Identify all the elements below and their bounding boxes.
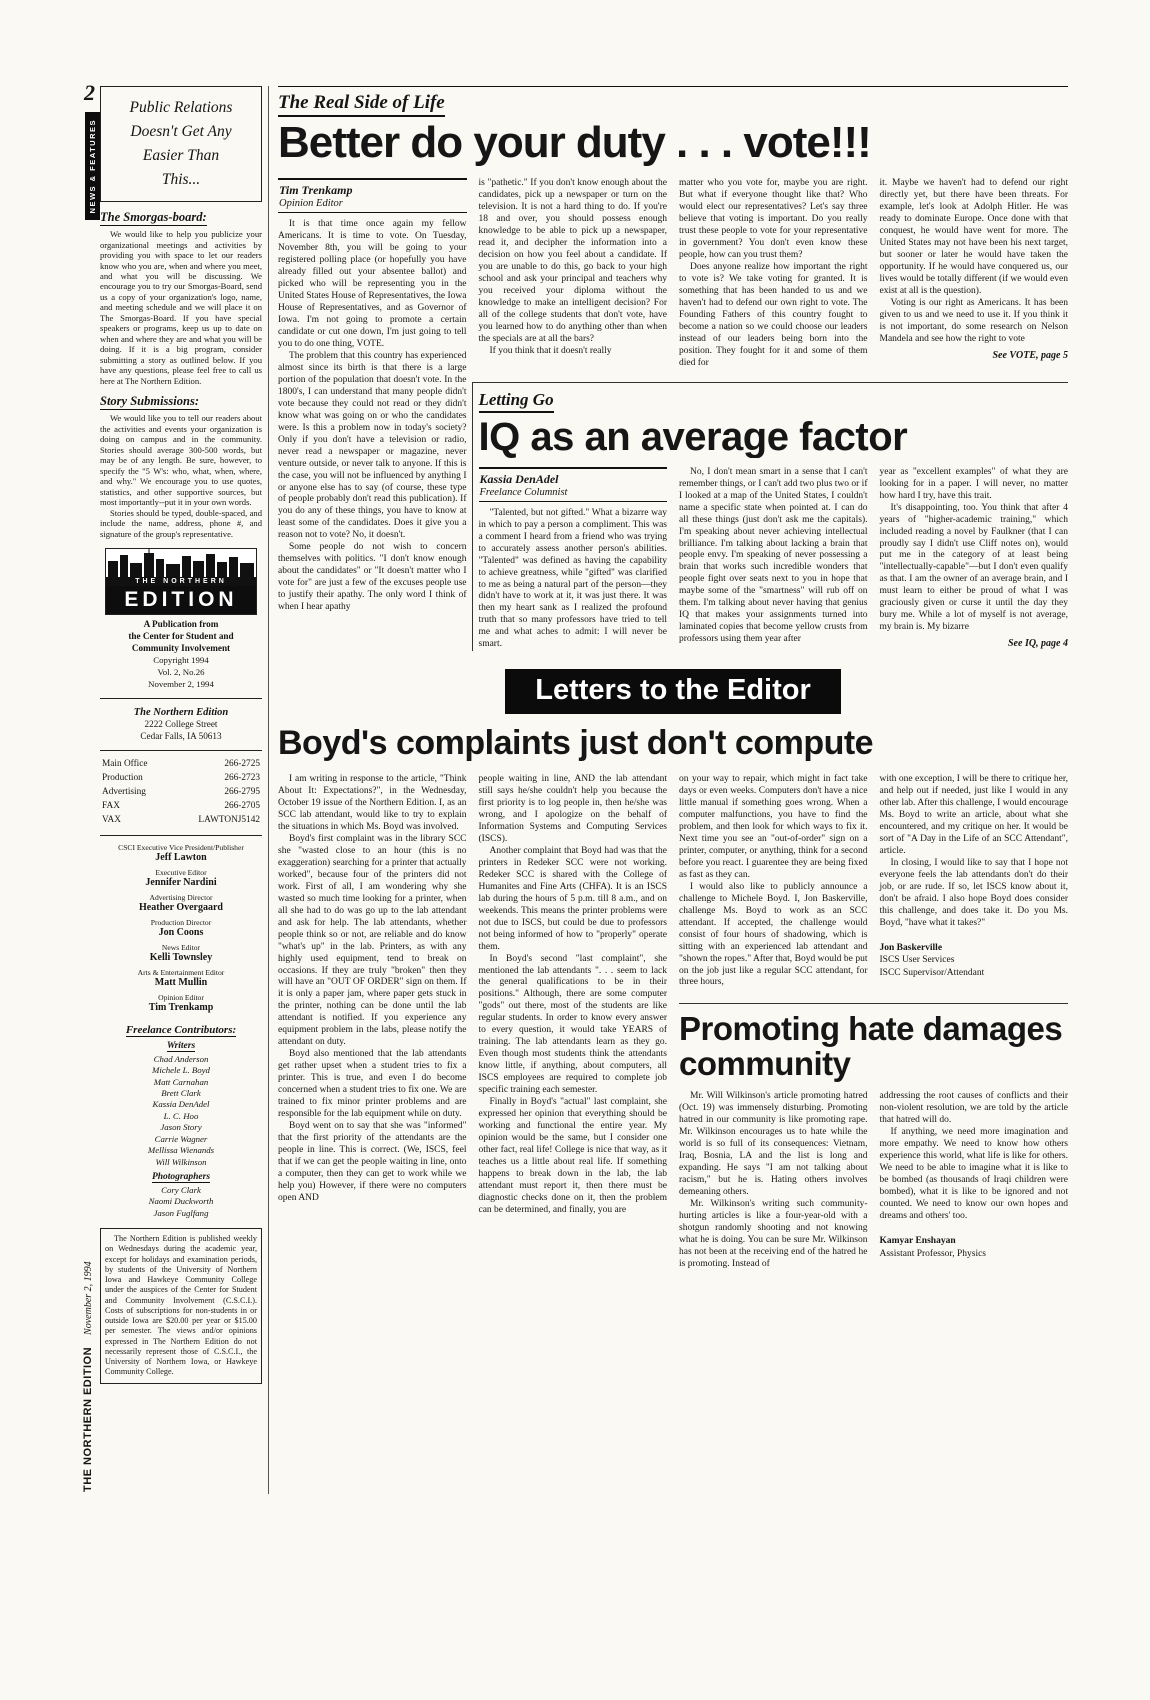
logo-top-text: THE NORTHERN (106, 577, 256, 586)
contact-label: VAX (102, 814, 121, 825)
byline-name: Tim Trenkamp (279, 183, 353, 198)
boyd-column-2 (479, 774, 668, 1271)
story-submissions-section (100, 394, 262, 539)
logo-main-text: EDITION (106, 586, 256, 614)
boyd-col1-text: I am writing in response to the article, "Think About It: Expectations?", in the Wednesday, October 19 issue of the Northern Edition. I, as an SCC lab attendant, would like to try to explain the situations in which Ms. Boyd was involved. Boyd's first complaint was in the library SCC she "wasted close to an hour (this is no exaggeration) searching for a printer that actually worked", because four of the printers did not work. First of all, I am wondering why she wasted so much time looking for a printer, when all she had to do was go up to the lab attendant and ask for help. The lab attendants, whether people think so or not, are reliable and do know "what's up" in the lab. Printers, as with any highly used equipment, tend to break on occasions. If they are truly "broken" then they will have an "OUT OF ORDER" sign on them. If it is only a paper jam, where paper gets stuck in the printer, nothing can be done until the lab attendant is notified. If you experience any equipment problem in the labs, please notify the attendant on duty. Boyd also mentioned that the lab attendants get rather upset when a student tries to fix a printer. This is true, and even I do become concerned when a student tries to fix one. We are trained to fix minor printer problems and are responsible for the lab equipment while on duty. Boyd went on to say that she was "informed" that the first priority of the attendants are the people in line. This is correct. (We, ISCS, feel that if we can get the people waiting in line, onto a computer, then they can get to work while we help you) However, if there were no computers open AND (278, 774, 467, 1203)
contact-row (102, 814, 260, 828)
contact-row (102, 786, 260, 800)
staff-name: Jennifer Nardini (145, 877, 217, 889)
vote-jump-line: See VOTE, page 5 (992, 349, 1068, 361)
vote-col4-text: it. Maybe we haven't had to defend our right directly yet, but there have been threats. For example, let's look at Adolph Hitler. He was ready to dominate Europe. Once done with that conquest, he would have went for more. The United States may not have been his next target, but sooner or later he would have taken the opportunity. If he would have conquered us, our lives would be totally different (if we would even exist at all is the question). Voting is our right as Americans. It has been given to us and we need to use it. If you think it is not important, do some research on Nelson Mandela and see how the right to vote (879, 178, 1068, 344)
iq-byline (479, 467, 668, 502)
boyd-columns-3-4 (679, 774, 1068, 989)
staff-name: Jeff Lawton (155, 852, 207, 864)
story-submissions-heading: Story Submissions: (100, 394, 199, 409)
contact-label: Advertising (102, 787, 146, 798)
staff-list (100, 843, 262, 1015)
vote-kicker: The Real Side of Life (278, 92, 445, 117)
boyd-letter (278, 774, 1068, 1271)
boyd-right-region (679, 774, 1068, 1271)
spine-text (82, 1262, 94, 1492)
byline-name: Kassia DenAdel (479, 471, 559, 486)
northern-edition-logo (105, 548, 257, 615)
vote-column-2 (479, 178, 668, 370)
boyd-signature: Jon Baskerville ISCS User Services ISCC Supervisor/Attendant (879, 942, 985, 979)
iq-column-2 (679, 467, 868, 652)
staff-name: Kelli Townsley (149, 952, 213, 964)
iq-columns (479, 467, 1069, 652)
masthead-note: The Northern Edition is published weekly on Wednesdays during the academic year, except for holidays and examination periods, by students of the University of Northern Iowa and Hawkeye Community College under the auspices of the Center for Student and Community Involvement (C.S.C.I.). Costs of subscriptions for non-students in or outside Iowa are $20.00 per year or $15.00 per semester. The views and/or opinions expressed in The Northern Edition do not necessarily represent those of C.S.C.I., the University of Northern Iowa, or Hawkeye Community College. (105, 1234, 257, 1377)
spine-title: THE NORTHERN EDITION (82, 1346, 94, 1492)
spine-date: November 2, 1994 (83, 1261, 94, 1335)
vote-right-region (479, 178, 1069, 651)
smorgasboard-section (100, 210, 262, 386)
contact-list (100, 758, 262, 828)
page-number: 2 (84, 80, 95, 105)
contact-label: FAX (102, 800, 120, 811)
contact-row (102, 758, 260, 772)
staff-title: News Editor (161, 942, 201, 952)
contact-value: 266-2725 (224, 759, 260, 770)
vote-column-1 (278, 178, 467, 651)
sidebar-rule (100, 750, 262, 751)
top-rule (278, 86, 1068, 87)
letters-to-editor-banner (505, 669, 841, 714)
hate-signature: Kamyar Enshayan Assistant Professor, Physics (879, 1235, 986, 1259)
staff-title: Production Director (150, 917, 212, 927)
boyd-headline: Boyd's complaints just don't compute (278, 724, 874, 763)
contact-value: 266-2723 (224, 773, 260, 784)
vote-col1-text: It is that time once again my fellow Americans. It is time to vote. On Tuesday, November 8th, you will be going to your registered polling place (or hopefully you have already filled out your absentee ballot) and picked who will be representing you in the United States House of Representatives, the Iowa House of Representatives, and as Governor of Iowa. I'm not going to promote a certain candidate or cut one down, I'm just going to tell you to do one thing, VOTE. The problem that this country has experienced almost since its birth is that there is a large portion of the population that doesn't vote. In the 1800's, I can understand that many people didn't vote because they could not read or they didn't know what was going on or who the candidates were. Is this a problem now in today's society? Only if you don't have a television or radio, never read a newspaper or magazine, never venture outside, or never talk to anyone. If this is the case, you will not be influenced by anything I or anyone else has to say (of course, these type of people probably don't read this publication). If you do any of these things, you have to know at least some of the candidates. Does it give you a reason not to vote? No, it doesn't. Some people do not wish to concern themselves with politics. "I don't know enough about the candidates" or "It doesn't matter who I vote for" are just a few of the excuses people use to justify their apathy. The only word I think of when I hear apathy (278, 219, 467, 613)
iq-article (472, 382, 1069, 652)
contact-value: 266-2705 (224, 800, 260, 811)
iq-headline: IQ as an average factor (478, 415, 908, 458)
contact-value: 266-2795 (224, 787, 260, 798)
vote-col3-text: matter who you vote for, maybe you are right. But what if everyone thought like that? Who would elect our representatives? Let's say three believe that voting is important. Do you really trust these people to vote for your representative in government? You don't even know these people, how can you trust them? Does anyone realize how important the right to vote is? We take voting for granted. It is something that has been handed to us and we haven't had to defend our own right to vote. The Founding Fathers of this country fought to become a nation so we could choose our leaders instead of our leaders being born into the position. They fought for it and some of them died for (679, 178, 868, 368)
masthead-note-box (100, 1228, 262, 1384)
vote-headline: Better do your duty . . . vote!!! (278, 120, 871, 167)
sidebar-main-divider (268, 86, 269, 1494)
iq-kicker: Letting Go (479, 390, 554, 413)
publication-meta: Copyright 1994 Vol. 2, No.26 November 2, 1994 (148, 655, 214, 689)
smorgasboard-body: We would like to help you publicize your organizational meetings and activities by providing you with space to let our readers know who you are, when and where you meet, and what you will be discussing. We encourage you to try our Smorgas-Board, send us a copy of your organization's logo, name, and meeting schedule and we will place it on The Smorgas-Board. If you have special speakers or programs, keep us up to date on when and where they are and what you will be doing. If it is a big program, consider submitting a story as outlined below. If you have any questions, please feel free to call us here at The Northern Edition. (100, 229, 262, 386)
staff-title: Advertising Director (149, 892, 213, 902)
staff-name: Jon Coons (158, 927, 204, 939)
address-city: Cedar Falls, IA 50613 (140, 731, 222, 742)
vote-column-3 (679, 178, 868, 370)
boyd-column-3 (679, 774, 868, 989)
vote-columns-2-4 (479, 178, 1069, 370)
iq-col2-text: No, I don't mean smart in a sense that I can't remember things, or I can't add two plus two or if I looked at a map of the United States, I couldn't name a specific state when pointed at. I can do all these things (just don't ask me the capitals). I'm speaking about never achieving intellectual brilliance. I'm talking about lacking a brain that people envy. I'm speaking of never possessing a brain that works such incredible wonders that people fight over seats next to you in hope that maybe some of the "smartness" will rub off on them. I'm talking about never having that genius IQ that makes your assignments turned into laminated copies that become yellow crusts from professors using them year after (679, 466, 868, 645)
boyd-column-1 (278, 774, 467, 1271)
story-submissions-body: We would like you to tell our readers about the activities and events your organization is doing on campus and in the community. Stories should average 300-500 words, but may be of any length. Be sure, however, to specify the "5 W's: who, what, when, where, and why." We encourage you to use quotes, statistics, and other supportive sources, but most importantly--put it in your own words. Stories should be typed, double-spaced, and include the name, address, phone #, and signature of the group's representative. (100, 413, 262, 539)
hate-col2-text: addressing the root causes of conflicts and their non-violent resolution, we are told by the article that hatred will do. If anything, we need more imagination and more empathy. We need to know how others experience this world, what life is like for others. We need to be able to imagine what it is like to be bombed (as thousands of Iraqi children were bombed), what it is like to be ignored and not counted. We need to know our own hopes and dreams and others' too. (879, 1091, 1068, 1221)
byline-title: Freelance Columnist (479, 486, 568, 498)
sidebar (100, 86, 262, 1496)
smorgasboard-heading: The Smorgas-board: (100, 210, 207, 225)
publication-lines: A Publication from the Center for Student and Community Involvement (128, 619, 234, 654)
contact-row (102, 772, 260, 786)
publication-info (100, 619, 262, 690)
writers-list: Chad Anderson Michele L. Boyd Matt Carnahan Brett Clark Kassia DenAdel L. C. Hoo Jason Story Carrie Wagner Mellissa Wienands Will Wilkinson (147, 1053, 215, 1167)
address-block (100, 706, 262, 744)
hate-letter (679, 1003, 1068, 1270)
byline-title: Opinion Editor (279, 198, 343, 210)
address-name: The Northern Edition (133, 706, 229, 718)
public-relations-title: Public Relations Doesn't Get Any Easier Than This... (129, 99, 233, 189)
staff-title: Arts & Entertainment Editor (137, 967, 225, 977)
iq-column-3 (880, 467, 1069, 652)
freelance-heading: Freelance Contributors: (125, 1023, 237, 1036)
iq-col3-text: year as "excellent examples" of what they are looking for in a paper. I will never, no matter how hard I try, have this trait. It's disappointing, too. You think that after 4 years of "higher-academic training," which included reading a novel by Faulkner (that I can proudly say I didn't use Cliff notes on), would put me in the category of at least being "intellectually-capable"—but I don't even qualify as that. I am the owner of an average brain, and I must learn to either be proud of what I was graciously given or curse it until the day they bury me. While a lot of myself is not average, my brain is. My bizarre (879, 466, 1068, 633)
hate-column-1 (679, 1091, 868, 1271)
hate-column-2 (880, 1091, 1069, 1271)
boyd-column-4 (880, 774, 1069, 989)
staff-name: Tim Trenkamp (148, 1002, 214, 1014)
hate-columns (679, 1091, 1068, 1271)
contact-label: Main Office (102, 759, 148, 770)
boyd-col4-text: with one exception, I will be there to critique her, and help out if needed, just like I would in any other lab. After this challenge, I would encourage Ms. Boyd to write an article, about what she encountered, and my critique on her. It would be sort of "A Day in the Life of an SCC Attendant", article. In closing, I would like to say that I hope not everyone feels the lab attendants don't do their job, or are rude. If so, let ISCS know about it, don't be afraid. I also hope Boyd does consider this challenge, and does take it. Do you Ms. Boyd, "have what it takes?" (879, 774, 1068, 928)
iq-column-1 (479, 467, 668, 652)
public-relations-box (100, 86, 262, 202)
skyline-graphic (106, 549, 256, 577)
contact-value: LAWTONJ5142 (198, 814, 260, 825)
contact-row (102, 800, 260, 814)
hate-col1-text: Mr. Will Wilkinson's article promoting hatred (Oct. 19) was immensely disturbing. Promoting hatred in our community is like promoting rape. Mr. Wilkinson encourages us to hate while the world is so full of its consequences: Vietnam, Iraq, Bosnia, LA and the list is long and expanding. He says "I am not talking about racism," but he is. Hating others involves demeaning others. Mr. Wilkinson's writing such community-hurting articles is like a four-year-old with a shotgun randomly shooting and not knowing what he is doing. You can be sure Mr. Wilkinson has not been at the receiving end of the hatred he is promoting. Instead of (679, 1091, 868, 1269)
vote-col2-text: is "pathetic." If you don't know enough about the candidates, pick up a newspaper or turn on the television. It is not a hard thing to do. If you're 18 and over, you should possess enough knowledge to be able to pick up a newspaper, read it, and decipher the information into a decision on how you feel about a candidate. If you are unable to do this, go back to your high school and ask your principal and teachers why you received your diploma without the knowledge to make an intelligent decision? For all of the college students that don't vote, have you learned how to do anything other than when the specials are at all the bars? If you think that it doesn't really (478, 178, 667, 356)
iq-col1-text: "Talented, but not gifted." What a bizarre way in which to pay a person a compliment. This was a comment I heard from a friend who was trying to accurately assess another person's abilities. "Talented" was defined as having the capability to achieve greatness, while "gifted" was clarified to me as being a natural part of the person—they didn't have to work at it, it was just there. It was then my heart sank as I realized the profound truth that so many professors have tried to tell me and what aches to admit: I will never be smart. (478, 507, 667, 650)
staff-name: Matt Mullin (154, 977, 208, 989)
staff-name: Heather Overgaard (139, 902, 223, 914)
section-banner-label: NEWS & FEATURES (88, 118, 97, 214)
staff-title: Opinion Editor (158, 992, 204, 1002)
iq-jump-line: See IQ, page 4 (1008, 638, 1068, 650)
staff-title: CSCI Executive Vice President/Publisher (118, 842, 244, 852)
letters-banner-label: Letters to the Editor (535, 674, 811, 707)
boyd-col3-text: on your way to repair, which might in fact take days or even weeks. Computers don't have a nice little manual if something goes wrong. When a computer malfunctions, you have to find the problem, and then look for which ways to fix it. Next time you see an "out-of-order" sign on a printer, computer, or anything, think for a second before you react. I guarentee they are being fixed as fast as they can. I would also like to publicly announce a challenge to Michele Boyd. I, Jon Baskerville, challenge Ms. Boyd to work as an SCC attendant. If accepted, the challenge would consist of four hours of shadowing, which is sitting with an experienced lab attendant and "shown the ropes." After that, Boyd would be put on the job just like a regular SCC attendant, for three hours, (679, 774, 868, 988)
photographers-heading: Photographers (151, 1171, 211, 1182)
main-content (278, 86, 1068, 1271)
contact-label: Production (102, 773, 143, 784)
writers-heading: Writers (166, 1040, 196, 1051)
staff-title: Executive Editor (155, 867, 207, 877)
boyd-col2-text: people waiting in line, AND the lab attendant still says he/she couldn't help you because the first priority is to log people in, then he/she was wrong, and I apologize on the behalf of Information Systems and Computing Services (ISCS). Another complaint that Boyd had was that the printers in Redeker SCC were not working. Redeker SCC is shared with the College of Humanites and Fine Arts (CHFA). It is an ISCS lab during the hours of 5 p.m. till 8 a.m., and on weekends. This means the printer problems were not due to ISCS, but could be due to professors not being informed of how to "properly" operate them. In Boyd's second "last complaint", she mentioned the lab attendants ". . . seem to lack the general qualifications to be in their positions." Although, there are some computer "gods" out there, most of the students are like regular students. In order to know every answer to every question, it would take YEARS of training. The lab attendants learn as they go. Even though most students think the attendants know little, if anything, about computers, all ISCS employees are required to complete job specific training each semester. Finally in Boyd's "actual" last complaint, she expressed her opinion that everything should be working and functional the entire year. My opinion would be the same, but I consider one other fact, real life! College is nice that way, as it teaches us a little about real life. If something happens to break down in the lab, the lab attendant must report it, then there must be diagnostic checks done on it, then the problem can be determined, and finally, you are (478, 774, 667, 1215)
sidebar-rule (100, 835, 262, 836)
photographers-list: Cory Clark Naomi Duckworth Jason Fuglfang (148, 1184, 214, 1218)
section-banner (85, 112, 100, 220)
vote-byline (278, 178, 467, 213)
vote-column-4 (880, 178, 1069, 370)
hate-headline: Promoting hate damages community (679, 1010, 1063, 1082)
vote-article (278, 178, 1068, 651)
sidebar-rule (100, 698, 262, 699)
address-street: 2222 College Street (144, 719, 218, 730)
